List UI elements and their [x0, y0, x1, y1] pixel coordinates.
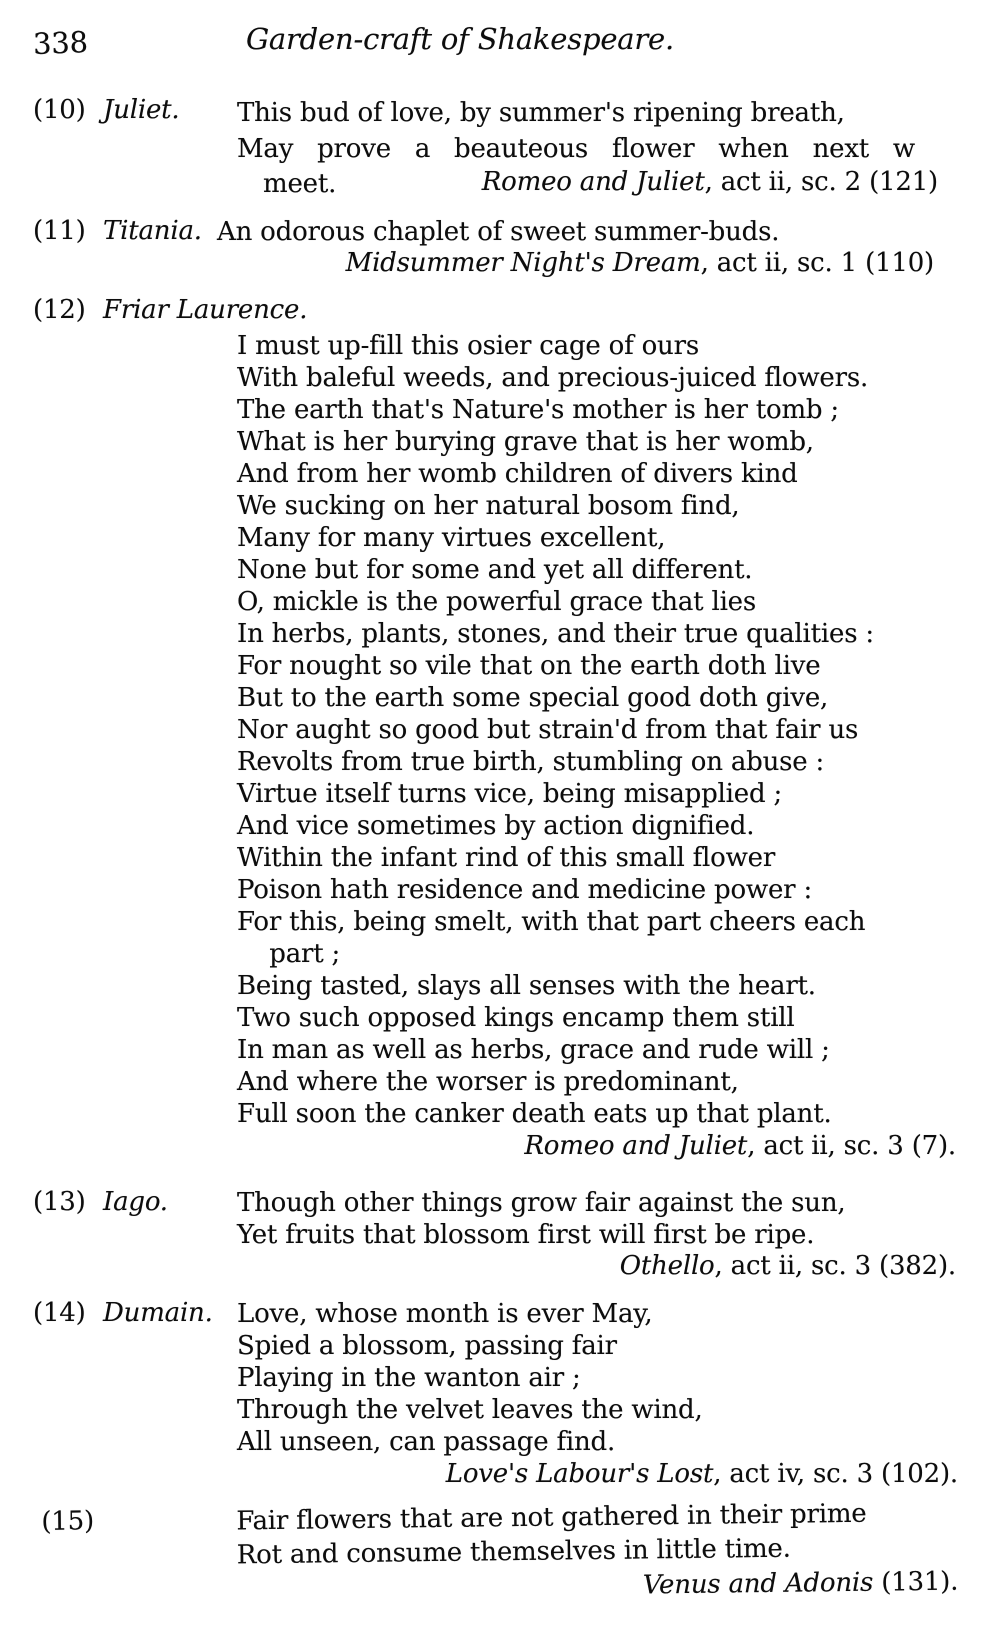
quotation-entry-10: [0, 95, 1000, 199]
entry-number: (13): [33, 1187, 86, 1217]
quote-line: May prove a beauteous flower when next w: [237, 134, 915, 164]
verse-line: What is her burying grave that is her womb,: [237, 427, 814, 457]
citation: [346, 247, 934, 279]
verse-line: Nor aught so good but strain'd from that fair us: [237, 715, 859, 745]
verse-line: Yet fruits that blossom first will first be ripe.: [237, 1220, 815, 1250]
citation-ref: , act ii, sc. 3 (382).: [714, 1251, 956, 1281]
verse-line: For this, being smelt, with that part cheers each: [237, 907, 866, 937]
quote-line: An odorous chaplet of sweet summer-buds.: [217, 217, 780, 247]
verse-line: With baleful weeds, and precious-juiced flowers.: [237, 363, 869, 393]
citation-ref: , act ii, sc. 3 (7).: [747, 1131, 956, 1161]
verse-line: Playing in the wanton air ;: [237, 1363, 581, 1393]
citation-work: Midsummer Night's Dream: [345, 248, 701, 278]
verse-line: O, mickle is the powerful grace that lies: [237, 587, 757, 617]
citation-work: Venus and Adonis: [642, 1567, 874, 1601]
citation-work: Romeo and Juliet: [524, 1131, 748, 1161]
verse-line: And vice sometimes by action dignified.: [237, 811, 755, 841]
citation: [446, 1458, 958, 1490]
citation: [482, 166, 938, 198]
verse-line: Two such opposed kings encamp them still: [237, 1003, 795, 1033]
quote-line: This bud of love, by summer's ripening breath,: [237, 98, 845, 128]
speaker-name: Friar Laurence.: [103, 295, 308, 325]
verse-line: In man as well as herbs, grace and rude will ;: [237, 1035, 830, 1065]
verse-block: [237, 1187, 915, 1251]
verse-line: Rot and consume themselves in little time.: [236, 1533, 791, 1571]
citation-ref: , act iv, sc. 3 (102).: [713, 1459, 958, 1489]
entry-number: (14): [33, 1298, 86, 1328]
verse-line: Revolts from true birth, stumbling on abuse :: [237, 747, 825, 777]
verse-line: part ;: [237, 939, 341, 969]
speaker-name: Juliet.: [103, 95, 180, 125]
citation-ref: , act ii, sc. 1 (110): [700, 248, 934, 278]
verse-line: Poison hath residence and medicine power :: [237, 875, 813, 905]
verse-line: But to the earth some special good doth give,: [237, 683, 829, 713]
quotation-entry-11: [0, 216, 1000, 278]
verse-line: Fair flowers that are not gathered in their prime: [236, 1498, 867, 1537]
citation-work: Othello: [619, 1251, 715, 1281]
verse-line: And from her womb children of divers kind: [237, 459, 798, 489]
verse-line: The earth that's Nature's mother is her tomb ;: [237, 395, 839, 425]
verse-line: Being tasted, slays all senses with the heart.: [237, 971, 816, 1001]
entry-number: (15): [41, 1506, 95, 1537]
citation: [524, 1130, 956, 1162]
verse-line: Full soon the canker death eats up that plant.: [237, 1099, 832, 1129]
verse-line: All unseen, can passage find.: [237, 1427, 616, 1457]
citation-work: Romeo and Juliet: [481, 167, 705, 197]
verse-line: Many for many virtues excellent,: [237, 523, 666, 553]
speaker-name: Dumain.: [103, 1298, 213, 1328]
verse-block: [236, 1496, 915, 1572]
quotation-entry-15: [0, 1495, 1000, 1601]
entry-number: (12): [33, 295, 86, 325]
quotation-entry-14: [0, 1298, 1000, 1489]
verse-block: [237, 330, 915, 1130]
citation-ref: (131).: [872, 1566, 959, 1598]
page-number: 338: [32, 25, 89, 61]
verse-line: Virtue itself turns vice, being misapplied ;: [237, 779, 783, 809]
verse-line: Though other things grow fair against the sun,: [237, 1188, 846, 1218]
entry-number: (11): [33, 216, 86, 246]
quote-line-continuation: meet.: [263, 169, 337, 199]
verse-line: Through the velvet leaves the wind,: [237, 1395, 703, 1425]
verse-line: For nought so vile that on the earth doth live: [237, 651, 821, 681]
verse-line: And where the worser is predominant,: [237, 1067, 739, 1097]
page-header: [0, 20, 1000, 64]
verse-line: None but for some and yet all different.: [237, 555, 753, 585]
verse-line: Spied a blossom, passing fair: [237, 1331, 617, 1361]
verse-line: I must up-fill this osier cage of ours: [237, 331, 699, 361]
speaker-name: Titania.: [103, 216, 202, 246]
citation-ref: , act ii, sc. 2 (121): [704, 167, 938, 197]
speaker-name: Iago.: [103, 1187, 168, 1217]
citation-work: Love's Labour's Lost: [445, 1459, 714, 1489]
verse-line: Within the infant rind of this small flower: [237, 843, 776, 873]
running-title: Garden-craft of Shakespeare.: [245, 22, 675, 56]
verse-line: Love, whose month is ever May,: [237, 1299, 653, 1329]
quotation-entry-13: [0, 1187, 1000, 1281]
entry-number: (10): [33, 95, 86, 125]
verse-line: We sucking on her natural bosom find,: [237, 491, 740, 521]
citation: [620, 1250, 956, 1282]
citation: [643, 1566, 959, 1602]
verse-line: In herbs, plants, stones, and their true qualities :: [237, 619, 874, 649]
verse-block: [237, 1298, 915, 1458]
